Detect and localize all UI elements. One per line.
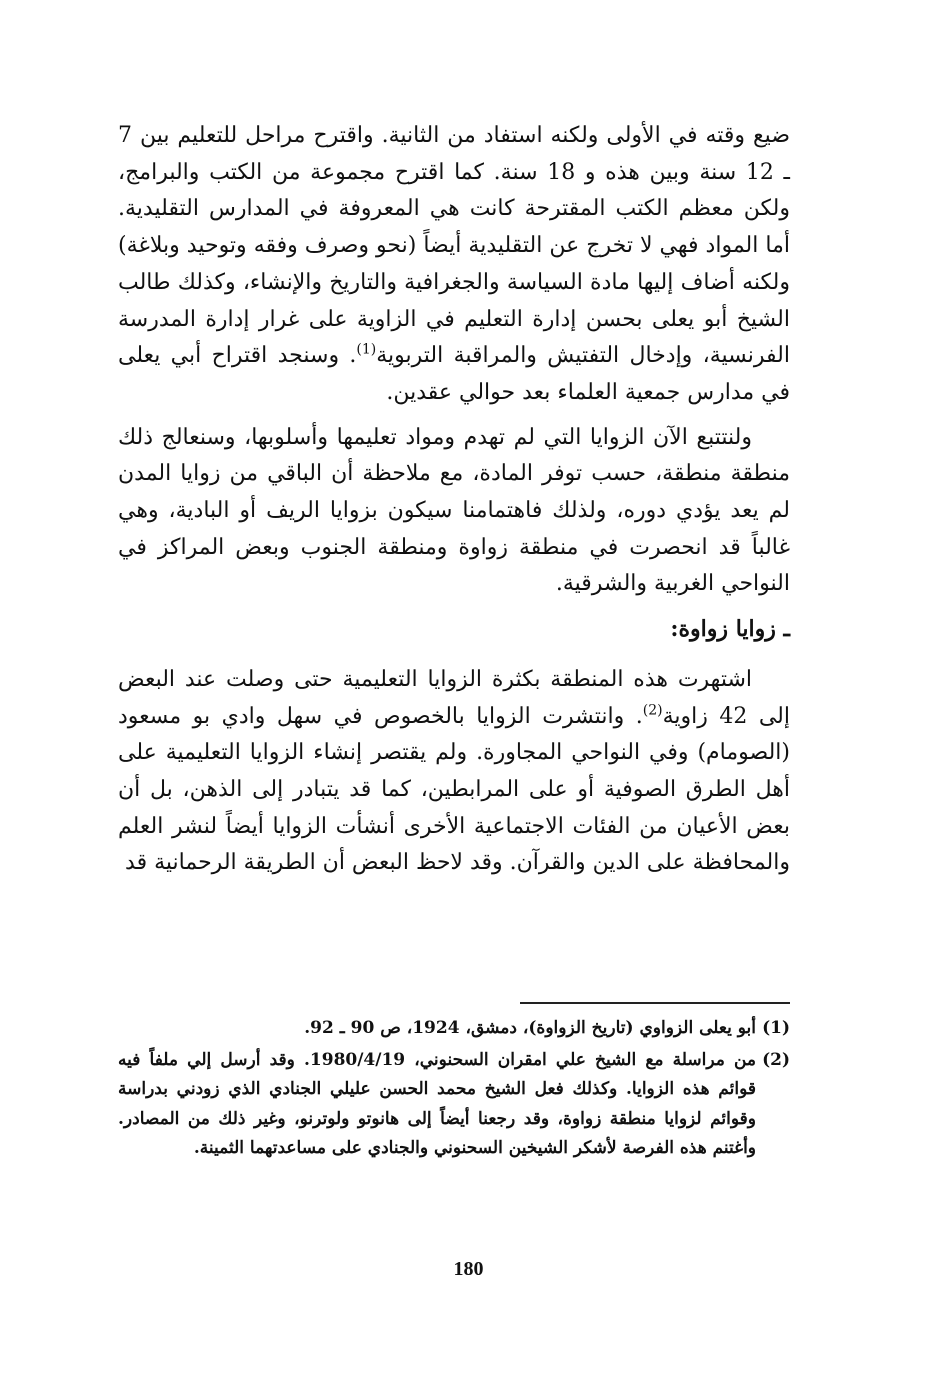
paragraph-1 [118,118,790,412]
footnote-2-text: من مراسلة مع الشيخ علي امقران السحنوني، 1980/4/19. وقد أرسل إلي ملفاً فيه قوائم هذه الزوايا. وكذلك فعل الشيخ محمد الحسن عليلي الجنادي الذي زودني بدراسة وقوائم لزوايا منطقة زواوة، وقد رجعنا أيضاً إلى هانوتو ولوترنو، وغير ذلك من المصادر. وأغتنم هذه الفرصة لأشكر الشيخين السحنوني والجنادي على مساعدتهما الثمينة. [118,1049,756,1158]
paragraph-2: ولنتتبع الآن الزوايا التي لم تهدم ومواد تعليمها وأسلوبها، وسنعالج ذلك منطقة منطقة، حسب توفر المادة، مع ملاحظة أن الباقي من زوايا المدن لم يعد يؤدي دوره، ولذلك فاهتمامنا سيكون بزوايا الريف أو البادية، وهي غالباً قد انحصرت في منطقة زواوة ومنطقة الجنوب وبعض المراكز في النواحي الغربية والشرقية. [118,424,790,597]
paragraph-3-mid: . [635,703,643,729]
page-number: 180 [453,1258,484,1280]
footnote-2-number: (2) [762,1049,790,1070]
footnote-1-number: (1) [762,1018,790,1038]
paragraph-1-tail: . وسنجد اقتراح أبي يعلى في مدارس جمعية العلماء بعد حوالي عقدين. [118,343,790,405]
footnote-2 [118,1046,790,1164]
footnote-1-text: أبو يعلى الزواوي (تاريخ الزواوة)، دمشق، 1924، ص 90 ـ 92. [304,1018,756,1038]
footnote-ref-1: (1) [356,341,377,358]
paragraph-3 [118,662,790,882]
footnotes [118,1014,790,1166]
footnote-1 [118,1014,790,1044]
footnote-ref-2: (2) [642,702,663,719]
paragraph-3-tail: وانتشرت الزوايا بالخصوص في سهل وادي بو مسعود (الصومام) وفي النواحي المجاورة. ولم يقتصر إنشاء الزوايا التعليمية على أهل الطرق الصوفية أو على المرابطين، كما قد يتبادر إلى الذهن، بل أن بعض الأعيان من الفئات الاجتماعية الأخرى أنشأت الزوايا أيضاً لنشر العلم والمحافظة على الدين والقرآن. وقد لاحظ البعض أن الطريقة الرحمانية قد [118,703,790,876]
paragraph-1-text: ضيع وقته في الأولى ولكنه استفاد من الثانية. واقترح مراحل للتعليم بين 7 ـ 12 سنة وبين هذه و 18 سنة. كما اقترح مجموعة من الكتب والبرامج، ولكن معظم الكتب المقترحة كانت هي المعروفة في المدارس التقليدية. أما المواد فهي لا تخرج عن التقليدية أيضاً (نحو وصرف وفقه وتوحيد وبلاغة) ولكنه أضاف إليها مادة السياسة والجغرافية والتاريخ والإنشاء، وكذلك طالب الشيخ أبو يعلى بحسن إدارة التعليم في الزاوية على غرار إدارة المدرسة الفرنسية، وإدخال التفتيش والمراقبة التربوية [118,123,790,369]
main-text [118,118,790,882]
section-heading: ـ زوايا زواوة: [670,616,790,643]
footnote-divider [520,1002,790,1004]
paragraph-3-text: اشتهرت هذه المنطقة بكثرة الزوايا التعليمية حتى وصلت عند البعض إلى 42 زاوية [118,666,791,729]
